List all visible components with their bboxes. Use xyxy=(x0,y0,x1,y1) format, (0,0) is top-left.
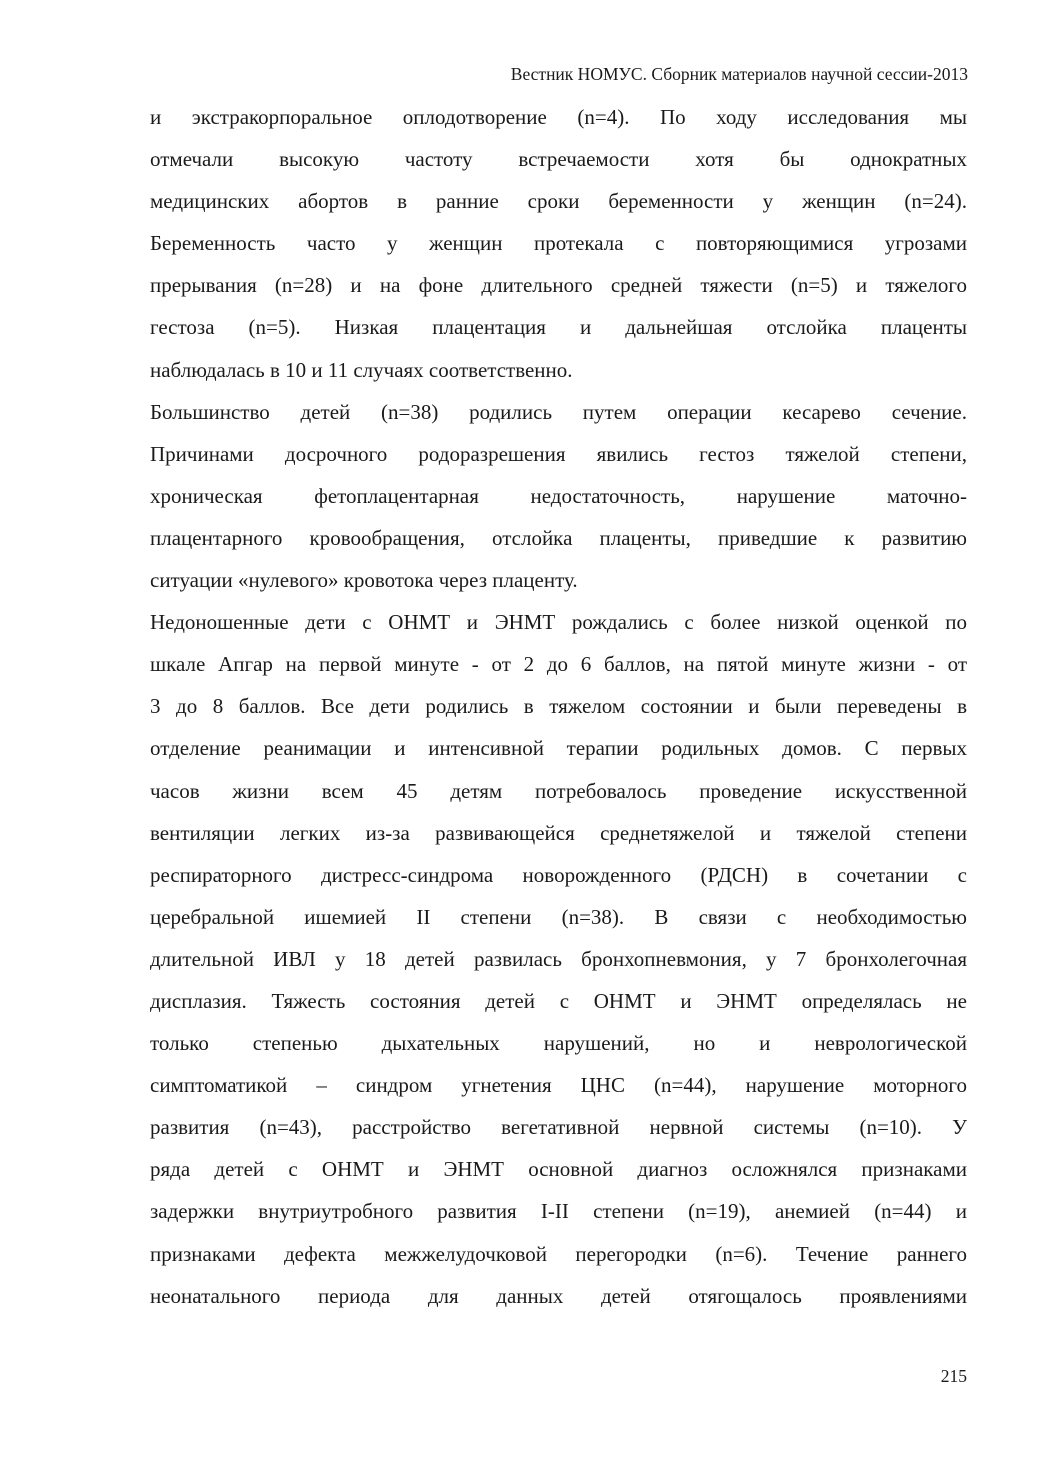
text-line: респираторного дистресс-синдрома новорожденного (РДСН) в сочетании с xyxy=(150,862,967,887)
running-header: Вестник НОМУС. Сборник материалов научной сессии-2013 xyxy=(510,64,968,84)
text-line: задержки внутриутробного развития I-II степени (n=19), анемией (n=44) и xyxy=(150,1199,967,1224)
text-line: наблюдалась в 10 и 11 случаях соответственно. xyxy=(150,357,573,382)
text-line: шкале Апгар на первой минуте - от 2 до 6 баллов, на пятой минуте жизни - от xyxy=(150,652,967,677)
text-line: плацентарного кровообращения, отслойка плаценты, приведшие к развитию xyxy=(150,525,967,550)
text-line: медицинских абортов в ранние сроки беременности у женщин (n=24). xyxy=(150,189,967,214)
text-line: Большинство детей (n=38) родились путем операции кесарево сечение. xyxy=(150,399,967,424)
text-line: ситуации «нулевого» кровотока через плаценту. xyxy=(150,568,578,593)
text-line: вентиляции легких из-за развивающейся среднетяжелой и тяжелой степени xyxy=(150,820,967,845)
text-line: длительной ИВЛ у 18 детей развилась бронхопневмония, у 7 бронхолегочная xyxy=(150,946,967,971)
page-number: 215 xyxy=(940,1366,967,1386)
text-line: 3 до 8 баллов. Все дети родились в тяжелом состоянии и были переведены в xyxy=(150,694,967,719)
text-line: развития (n=43), расстройство вегетативной нервной системы (n=10). У xyxy=(150,1115,967,1140)
text-line: Недоношенные дети с ОНМТ и ЭНМТ рождались с более низкой оценкой по xyxy=(150,610,967,635)
text-line: только степенью дыхательных нарушений, но и неврологической xyxy=(150,1031,967,1056)
text-line: Беременность часто у женщин протекала с повторяющимися угрозами xyxy=(150,231,967,256)
text-line: и экстракорпоральное оплодотворение (n=4). По ходу исследования мы xyxy=(150,105,967,129)
text-line: отмечали высокую частоту встречаемости хотя бы однократных xyxy=(150,147,967,172)
text-line: Причинами досрочного родоразрешения явились гестоз тяжелой степени, xyxy=(150,441,967,466)
text-line: отделение реанимации и интенсивной терапии родильных домов. С первых xyxy=(150,736,967,761)
text-line: ряда детей с ОНМТ и ЭНМТ основной диагноз осложнялся признаками xyxy=(150,1157,967,1182)
body-text xyxy=(150,96,967,1317)
paragraph xyxy=(150,601,967,1317)
paragraph xyxy=(150,96,967,391)
text-line: хроническая фетоплацентарная недостаточность, нарушение маточно- xyxy=(150,483,967,508)
paragraph xyxy=(150,391,967,601)
text-line: симптоматикой – синдром угнетения ЦНС (n=44), нарушение моторного xyxy=(150,1073,967,1098)
text-line: признаками дефекта межжелудочковой перегородки (n=6). Течение раннего xyxy=(150,1241,967,1266)
text-line: дисплазия. Тяжесть состояния детей с ОНМТ и ЭНМТ определялась не xyxy=(150,988,967,1013)
text-line: прерывания (n=28) и на фоне длительного средней тяжести (n=5) и тяжелого xyxy=(150,273,967,298)
text-line: церебральной ишемией II степени (n=38). В связи с необходимостью xyxy=(150,904,967,929)
text-line: гестоза (n=5). Низкая плацентация и дальнейшая отслойка плаценты xyxy=(150,315,967,340)
text-line: часов жизни всем 45 детям потребовалось проведение искусственной xyxy=(150,778,967,803)
text-line: неонатального периода для данных детей отягощалось проявлениями xyxy=(150,1283,967,1308)
